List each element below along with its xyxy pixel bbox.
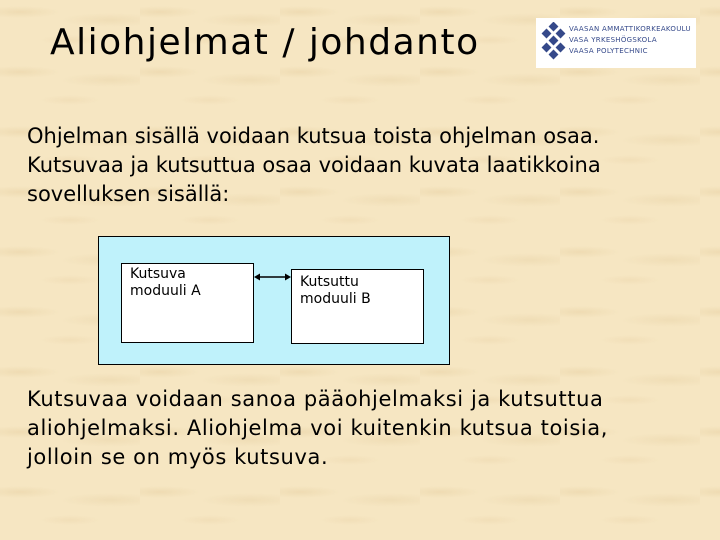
slide-title: Aliohjelmat / johdanto [50,22,480,63]
institution-logo [536,18,696,68]
module-b-label: Kutsuttu [300,274,359,290]
calling-module-box [121,263,254,343]
module-a-label: moduuli A [130,283,201,299]
outro-line: jolloin se on myös kutsuva. [27,445,329,469]
module-a-label: Kutsuva [130,266,186,282]
intro-paragraph [27,122,707,209]
double-arrow-icon [254,271,291,283]
module-b-label: moduuli B [300,291,371,307]
application-container-box [98,236,450,365]
outro-line: Kutsuvaa voidaan sanoa pääohjelmaksi ja kutsuttua [27,387,604,411]
logo-line: VAASAN AMMATTIKORKEAKOULU [569,25,691,33]
intro-line: Kutsuvaa ja kutsuttua osaa voidaan kuvata laatikkoina [27,153,601,177]
logo-line: VAASA POLYTECHNIC [569,47,648,55]
logo-line: VASA YRKESHÖGSKOLA [569,36,657,44]
logo-mark-icon [540,22,568,60]
called-module-box [291,269,424,344]
intro-line: sovelluksen sisällä: [27,182,230,206]
intro-line: Ohjelman sisällä voidaan kutsua toista ohjelman osaa. [27,124,600,148]
outro-paragraph [27,385,707,472]
outro-line: aliohjelmaksi. Aliohjelma voi kuitenkin kutsua toisia, [27,416,609,440]
